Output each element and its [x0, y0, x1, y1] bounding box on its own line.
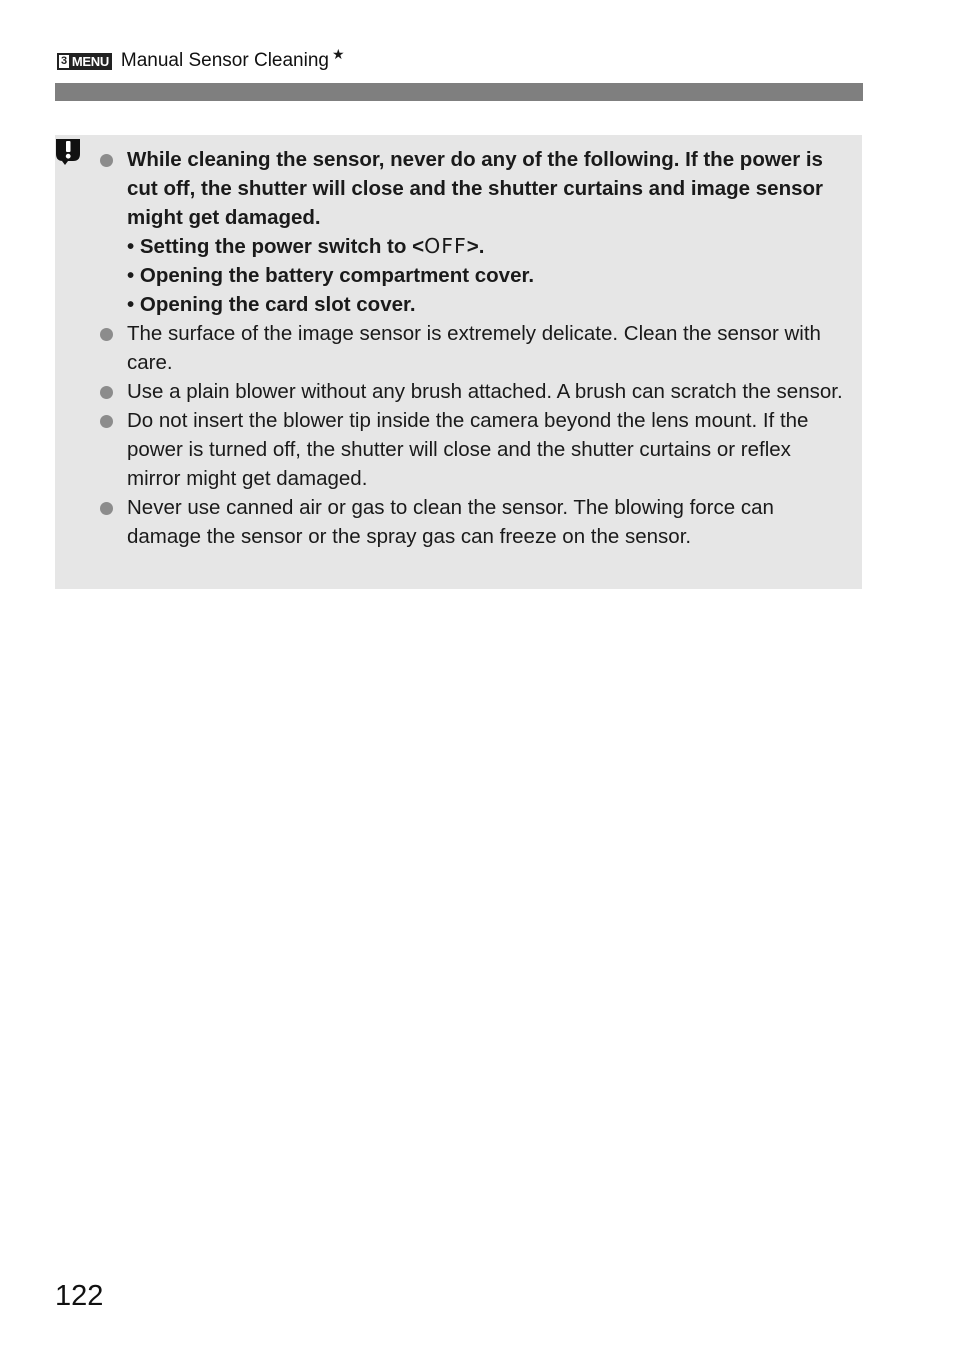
bullet-icon — [100, 502, 113, 515]
caution-item-text: Never use canned air or gas to clean the sensor. The blowing force can damage the sensor or the spray gas can freeze on the sensor. — [127, 496, 774, 548]
caution-item — [100, 377, 845, 406]
menu-tab-number: 3 — [61, 54, 67, 67]
bullet-icon — [100, 328, 113, 341]
caution-item — [100, 319, 845, 377]
sub-item-suffix: >. — [466, 235, 485, 258]
caution-item — [100, 145, 845, 319]
menu-tab-label: MENU — [71, 53, 109, 69]
menu-tab-icon — [57, 53, 112, 70]
page-header — [57, 45, 345, 74]
caution-item — [100, 493, 845, 551]
caution-item — [100, 406, 845, 493]
star-icon: ★ — [331, 45, 345, 62]
caution-exclamation-icon — [53, 135, 83, 165]
header-divider-bar — [55, 83, 863, 101]
bullet-icon — [100, 415, 113, 428]
caution-list — [100, 145, 845, 551]
bullet-icon — [100, 154, 113, 167]
caution-item-text: Do not insert the blower tip inside the camera beyond the lens mount. If the power is turned off, the shutter will close and the shutter curtains or reflex mirror might get damaged. — [127, 409, 809, 490]
caution-item-text: The surface of the image sensor is extremely delicate. Clean the sensor with care. — [127, 322, 821, 374]
bullet-icon — [100, 386, 113, 399]
sub-item-prefix: • Setting the power switch to < — [127, 235, 425, 258]
caution-item-text: Use a plain blower without any brush attached. A brush can scratch the sensor. — [127, 380, 843, 403]
page-number: 122 — [55, 1280, 104, 1312]
power-off-icon: OFF — [424, 234, 467, 258]
caution-item-text: While cleaning the sensor, never do any of the following. If the power is cut off, the shutter will close and the shutter curtains and image sensor might get damaged. — [127, 148, 823, 229]
caution-sub-item: • Opening the card slot cover. — [127, 293, 416, 316]
section-title: Manual Sensor Cleaning — [120, 50, 329, 71]
caution-sub-item — [127, 232, 845, 261]
caution-sub-item: • Opening the battery compartment cover. — [127, 264, 535, 287]
